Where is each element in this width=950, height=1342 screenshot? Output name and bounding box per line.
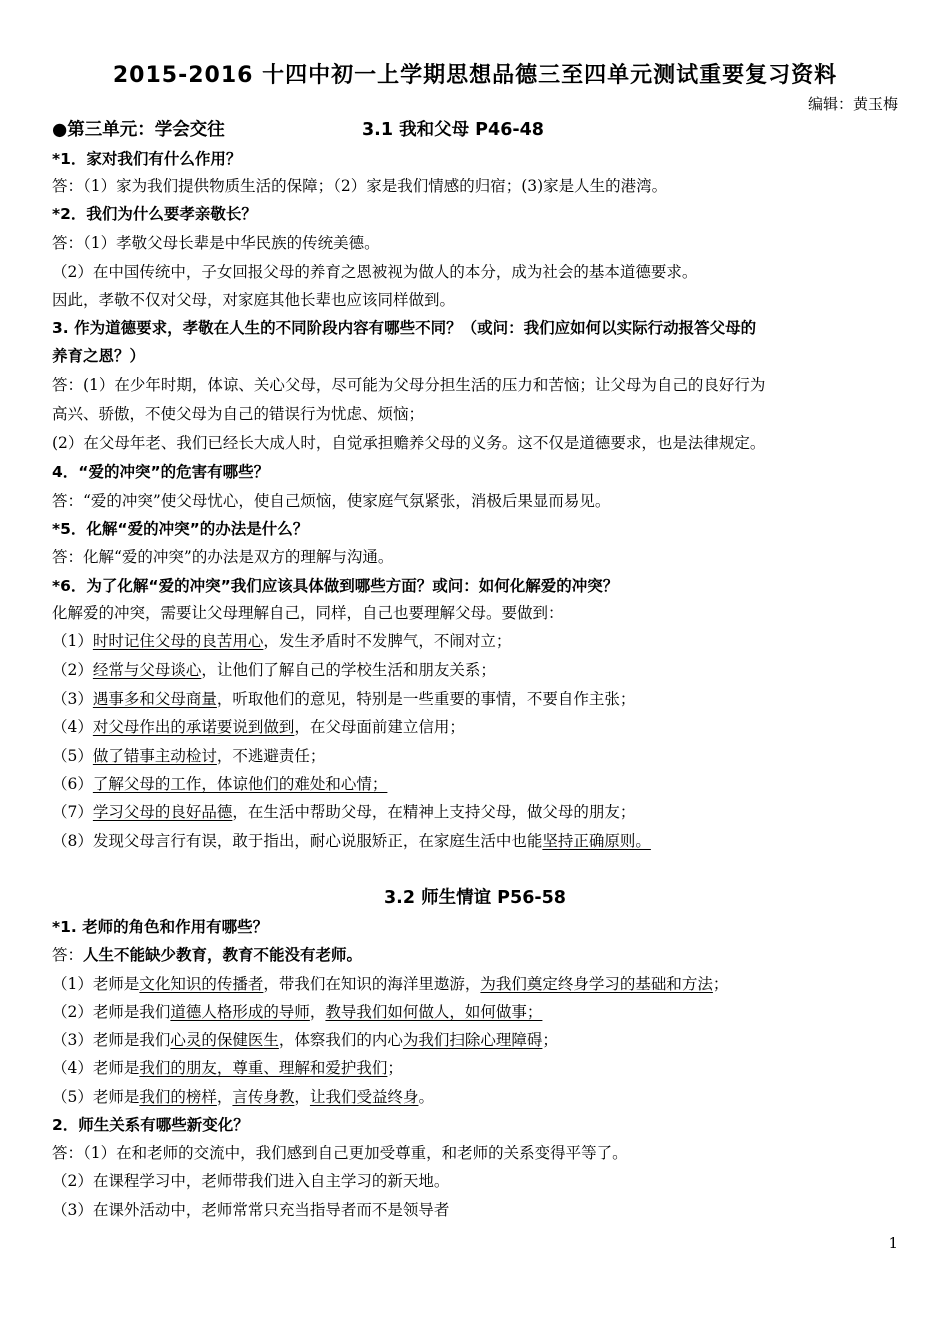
answer-2-line-1: 答：（1）孝敬父母长辈是中华民族的传统美德。 [52, 234, 380, 252]
question-3-line-1: 3. 作为道德要求，孝敬在人生的不同阶段内容有哪些不同？（或问：我们应如何以实际行动报答父母的 [52, 319, 757, 337]
answer-3-line-2: 高兴、骄傲，不使父母为自己的错误行为忧虑、烦恼； [52, 405, 425, 423]
question-1: *1. 老师的角色和作用有哪些？ [52, 918, 269, 936]
answer-2-line-3: 因此，孝敬不仅对父母，对家庭其他长辈也应该同样做到。 [52, 291, 456, 309]
question-5: *5．化解“爱的冲突”的办法是什么？ [52, 520, 309, 538]
answer-3-line-1: 答：(1）在少年时期，体谅、关心父母，尽可能为父母分担生活的压力和苦恼；让父母为自己的良好行为 [52, 376, 766, 394]
list-item: （6）了解父母的工作，体谅他们的难处和心情； [52, 775, 388, 793]
answer-1: 答：（1）家为我们提供物质生活的保障；（2）家是我们情感的归宿；(3)家是人生的港湾。 [52, 177, 668, 195]
question-1: *1．家对我们有什么作用？ [52, 150, 242, 168]
list-item: （5）做了错事主动检讨，不逃避责任； [52, 747, 326, 765]
document-title: 2015-2016 十四中初一上学期思想品德三至四单元测试重要复习资料 [112, 63, 838, 88]
answer-4: 答：“爱的冲突”使父母忧心，使自己烦恼，使家庭气氛紧张，消极后果显而易见。 [52, 492, 611, 510]
list-item: （4）老师是我们的朋友，尊重、理解和爱护我们； [52, 1059, 403, 1077]
list-item: （3）老师是我们心灵的保健医生，体察我们的内心为我们扫除心理障碍； [52, 1031, 558, 1049]
unit-heading [52, 117, 910, 143]
question-3-line-2: 养育之恩？） [52, 347, 146, 365]
list-item: （7）学习父母的良好品德，在生活中帮助父母，在精神上支持父母，做父母的朋友； [52, 803, 636, 821]
question-6: *6．为了化解“爱的冲突”我们应该具体做到哪些方面？或问：如何化解爱的冲突？ [52, 577, 619, 595]
list-item: （8）发现父母言行有误，敢于指出，耐心说服矫正，在家庭生活中也能坚持正确原则。 [52, 832, 651, 850]
editor-credit: 编辑：黄玉梅 [807, 95, 898, 113]
list-item: （2）经常与父母谈心，让他们了解自己的学校生活和朋友关系； [52, 661, 496, 679]
answer-2-line-3: （3）在课外活动中，老师常常只充当指导者而不是领导者 [52, 1201, 450, 1219]
answer-2-line-1: 答：（1）在和老师的交流中，我们感到自己更加受尊重，和老师的关系变得平等了。 [52, 1144, 628, 1162]
question-2: *2．我们为什么要孝亲敬长？ [52, 205, 257, 223]
answer-2-line-2: （2）在课程学习中，老师带我们进入自主学习的新天地。 [52, 1172, 450, 1190]
section-title-3-1: 3.1 我和父母 P46-48 [362, 120, 544, 140]
answer-2-line-2: （2）在中国传统中，子女回报父母的养育之恩被视为做人的本分，成为社会的基本道德要求。 [52, 263, 698, 281]
answer-3-line-3: (2）在父母年老、我们已经长大成人时，自觉承担赡养父母的义务。这不仅是道德要求，也是法律规定。 [52, 434, 766, 452]
page-number: 1 [888, 1234, 898, 1252]
list-item: （2）老师是我们道德人格形成的导师，教导我们如何做人，如何做事； [52, 1003, 543, 1021]
list-item: （1）时时记住父母的良苦用心，发生矛盾时不发脾气，不闹对立； [52, 632, 512, 650]
list-item: （3）遇事多和父母商量，听取他们的意见，特别是一些重要的事情，不要自作主张； [52, 690, 636, 708]
answer-6-intro: 化解爱的冲突，需要让父母理解自己，同样，自己也要理解父母。要做到： [52, 604, 564, 622]
answer-1: 答：人生不能缺少教育，教育不能没有老师。 [52, 946, 363, 964]
question-4: 4．“爱的冲突”的危害有哪些？ [52, 463, 270, 481]
unit-title: ●第三单元：学会交往 [52, 120, 225, 140]
list-item: （5）老师是我们的榜样，言传身教，让我们受益终身。 [52, 1088, 434, 1106]
section-title-3-2: 3.2 师生情谊 P56-58 [384, 888, 566, 908]
question-2: 2．师生关系有哪些新变化？ [52, 1116, 249, 1134]
list-item: （1）老师是文化知识的传播者，带我们在知识的海洋里遨游，为我们奠定终身学习的基础和方法； [52, 975, 729, 993]
answer-5: 答：化解“爱的冲突”的办法是双方的理解与沟通。 [52, 548, 394, 566]
list-item: （4）对父母作出的承诺要说到做到，在父母面前建立信用； [52, 718, 465, 736]
